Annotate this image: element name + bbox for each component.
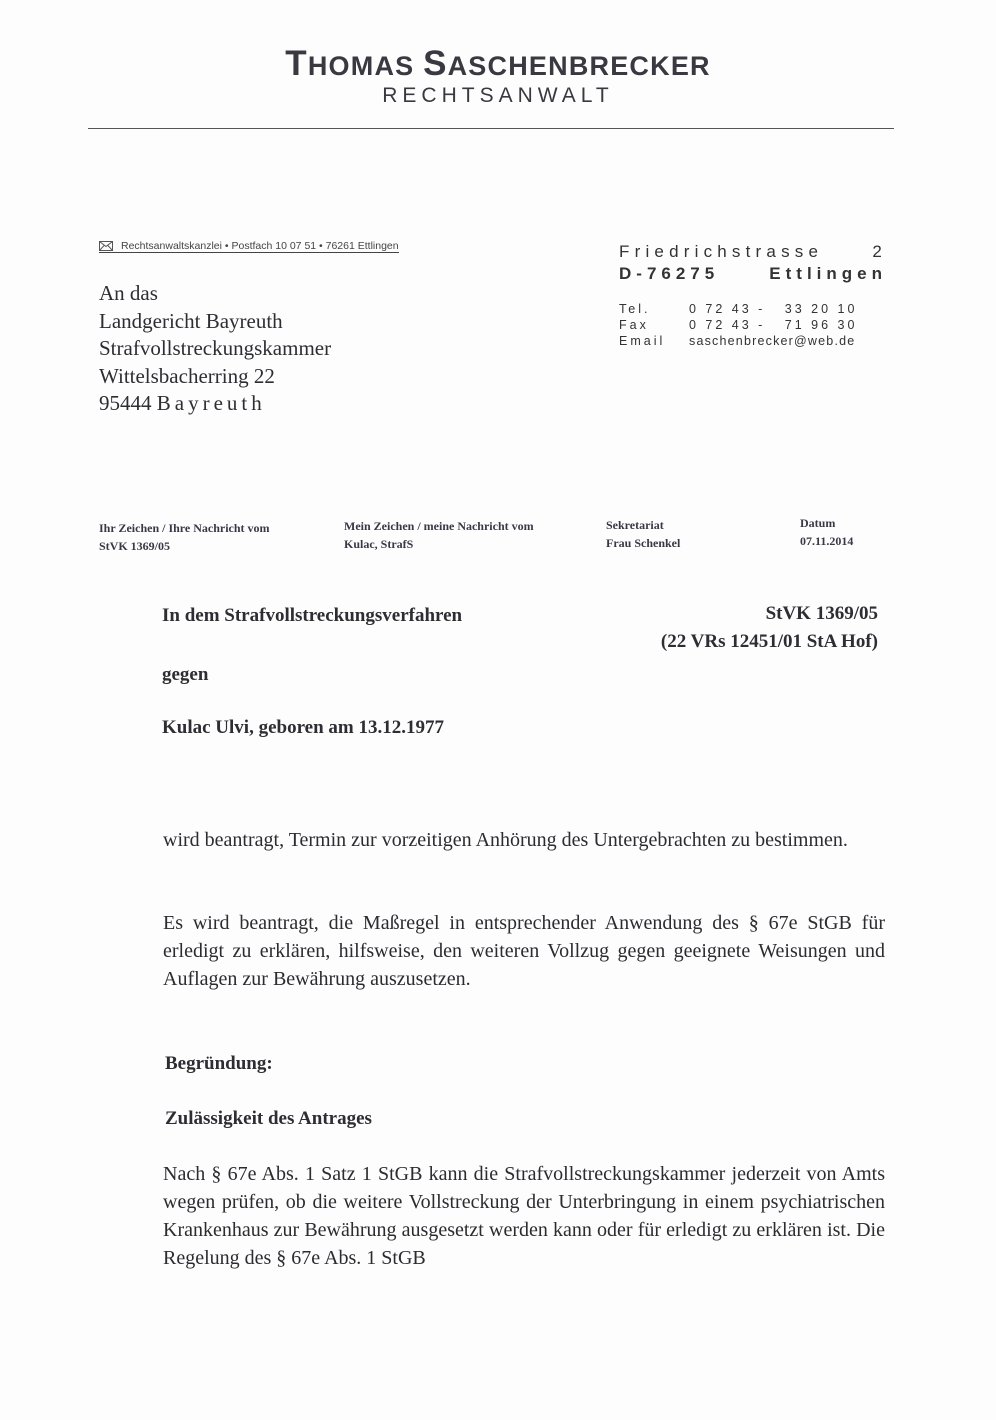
letterhead-divider	[88, 128, 894, 129]
contact-street	[619, 242, 887, 262]
sender-line	[99, 240, 399, 253]
heading-admissibility: Zulässigkeit des Antrages	[165, 1108, 372, 1129]
contact-fax	[619, 318, 889, 332]
case-file-number: StVK 1369/05	[765, 603, 878, 624]
email-value: saschenbrecker@web.de	[689, 334, 856, 348]
ref-date	[800, 514, 853, 550]
date-label: Datum	[800, 516, 836, 530]
envelope-icon	[99, 241, 113, 251]
contact-city	[619, 264, 887, 284]
ref-your	[99, 519, 270, 555]
email-label: Email	[619, 334, 666, 348]
recipient-line: Wittelsbacherring 22	[99, 363, 275, 388]
recipient-city: Bayreuth	[156, 391, 266, 415]
ref-secretariat	[606, 516, 680, 552]
sender-address: Rechtsanwaltskanzlei • Postfach 10 07 51 • 76261 Ettlingen	[121, 240, 399, 252]
case-person: Kulac Ulvi, geboren am 13.12.1977	[162, 717, 445, 738]
case-against: gegen	[162, 664, 209, 685]
contact-postcode: D-76275	[619, 264, 720, 283]
ref-mine-value: Kulac, StrafS	[344, 537, 414, 551]
lawyer-title: RECHTSANWALT	[382, 84, 614, 107]
name-last-rest: ASCHENBRECKER	[447, 51, 711, 81]
secretariat-value: Frau Schenkel	[606, 536, 681, 550]
secretariat-label: Sekretariat	[606, 518, 664, 532]
tel-label: Tel.	[619, 302, 651, 316]
case-file-number-2: (22 VRs 12451/01 StA Hof)	[660, 631, 878, 652]
recipient-postcode: 95444	[99, 391, 152, 415]
fax-value: 0 72 43 - 71 96 30	[689, 318, 858, 332]
body-paragraph-3: Nach § 67e Abs. 1 Satz 1 StGB kann die Strafvollstreckungskammer jederzeit von Amts wegen prüfen, ob die weitere Vollstreckung der Unterbringung in einem psychiatrischen Krankenhaus zur Bewährung ausgesetzt werden kann oder für erledigt zu erklären ist. Die Regelung des § 67e Abs. 1 StGB	[163, 1163, 885, 1269]
name-first-initial: T	[285, 44, 308, 83]
ref-your-label: Ihr Zeichen / Ihre Nachricht vom	[99, 521, 270, 535]
recipient-line: Strafvollstreckungskammer	[99, 336, 332, 360]
recipient-city-line	[99, 390, 331, 418]
recipient-line: An das	[99, 281, 158, 305]
contact-email	[619, 334, 889, 348]
street-name: Friedrichstrasse	[619, 242, 824, 261]
tel-value: 0 72 43 - 33 20 10	[689, 302, 858, 316]
body-paragraph-1: wird beantragt, Termin zur vorzeitigen Anhörung des Untergebrachten zu bestimmen.	[163, 829, 848, 851]
body-paragraph-2: Es wird beantragt, die Maßregel in entsprechender Anwendung des § 67e StGB für erledigt zu erklären, hilfsweise, den weiteren Vollzug gegen geeignete Weisungen und Auflagen zur Bewährung auszusetzen.	[163, 912, 885, 990]
contact-city-name: Ettlingen	[769, 264, 887, 283]
case-proceeding: In dem Strafvollstreckungsverfahren	[162, 605, 463, 626]
recipient-line: Landgericht Bayreuth	[99, 308, 283, 333]
name-last-initial: S	[423, 44, 448, 83]
lawyer-name	[0, 44, 996, 84]
street-number: 2	[872, 242, 887, 261]
fax-label: Fax	[619, 318, 649, 332]
ref-your-value: StVK 1369/05	[99, 539, 171, 553]
contact-tel	[619, 302, 889, 316]
recipient-address	[99, 280, 331, 418]
name-first-rest: HOMAS	[307, 51, 415, 81]
heading-reason: Begründung:	[165, 1053, 273, 1074]
date-value: 07.11.2014	[800, 534, 854, 548]
ref-mine-label: Mein Zeichen / meine Nachricht vom	[344, 519, 534, 533]
ref-mine	[344, 517, 534, 553]
